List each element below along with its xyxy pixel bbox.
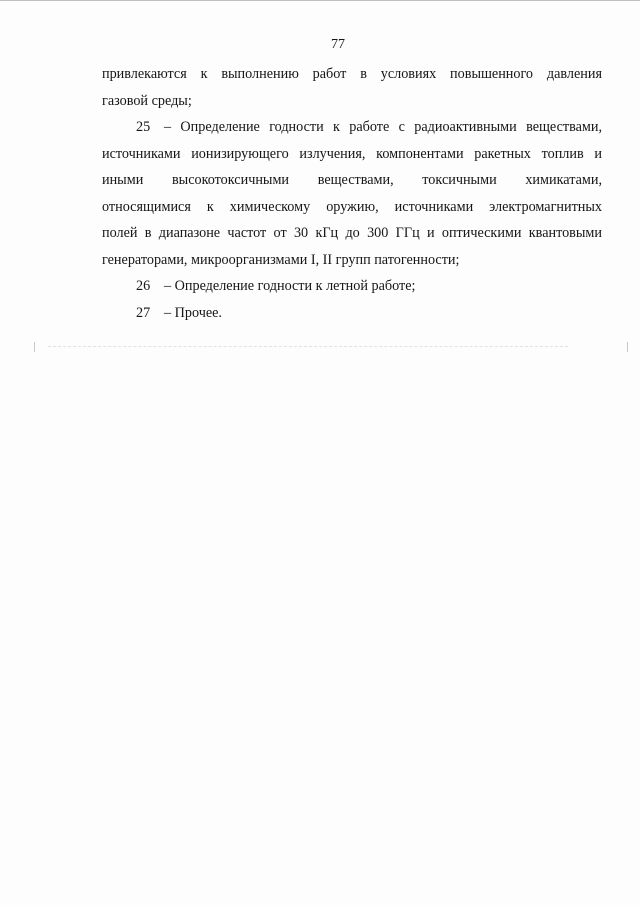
scan-artifact-mark	[34, 342, 35, 352]
list-item-first-line	[102, 114, 602, 141]
text-line: относящимися к химическому оружию, источниками электромагнитных	[102, 198, 602, 215]
list-item-25	[102, 114, 602, 273]
list-item-number: 26	[136, 278, 151, 294]
text-line: – Определение годности к работе с радиоактивными веществами,	[164, 119, 602, 135]
list-item-26	[102, 273, 602, 300]
list-item-first-line	[102, 300, 602, 327]
scan-top-edge	[0, 0, 640, 4]
text-line: газовой среды;	[102, 92, 192, 109]
page-number: 77	[331, 37, 345, 52]
text-line: иными высокотоксичными веществами, токсичными химикатами,	[102, 172, 602, 188]
text-line: генераторами, микроорганизмами I, II групп патогенности;	[102, 251, 460, 268]
scan-artifact-line	[48, 346, 568, 347]
text-line: источниками ионизирующего излучения, компонентами ракетных топлив и	[102, 145, 602, 162]
text-line: полей в диапазоне частот от 30 кГц до 300 ГГц и оптическими квантовыми	[102, 225, 602, 241]
list-item-first-line	[102, 273, 602, 300]
list-item-number: 25	[136, 119, 151, 135]
list-item-number: 27	[136, 304, 151, 321]
text-line: привлекаются к выполнению работ в условиях повышенного давления	[102, 66, 602, 82]
scan-artifact-mark	[627, 342, 628, 352]
text-line: – Определение годности к летной работе;	[164, 278, 416, 294]
text-line: – Прочее.	[164, 304, 222, 321]
continuation-paragraph	[102, 61, 602, 114]
document-body	[102, 61, 602, 326]
list-item-27	[102, 300, 602, 327]
